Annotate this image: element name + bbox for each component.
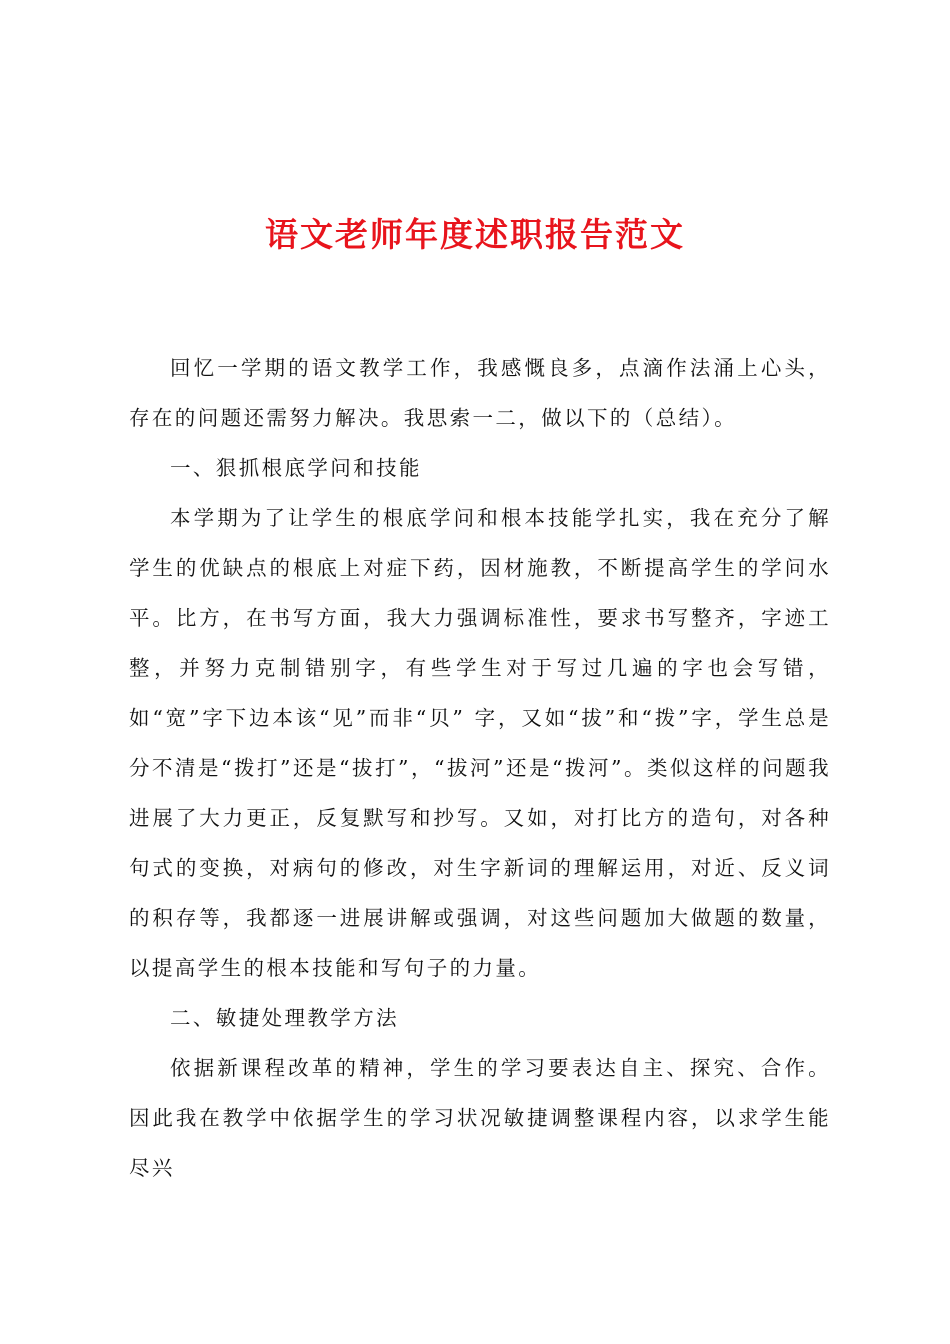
- document-body: [129, 343, 831, 1193]
- document-title: 语文老师年度述职报告范文: [265, 215, 685, 254]
- section-heading-2: 二、敏捷处理教学方法: [170, 1006, 399, 1030]
- paragraph-basics: 本学期为了让学生的根底学问和根本技能学扎实，我在充分了解学生的优缺点的根底上对症下药，因材施教，不断提高学生的学问水平。比方，在书写方面，我大力强调标准性，要求书写整齐，字迹工整，并努力克制错别字，有些学生对于写过几遍的字也会写错，如“宽”字下边本该“见”而非“贝” 字，又如“拔”和“拨”字，学生总是分不清是“拨打”还是“拔打”，“拔河”还是“拨河”。类似这样的问题我进展了大力更正，反复默写和抄写。又如，对打比方的造句，对各种句式的变换，对病句的修改，对生字新词的理解运用，对近、反义词的积存等，我都逐一进展讲解或强调，对这些问题加大做题的数量，以提高学生的根本技能和写句子的力量。: [129, 506, 831, 980]
- paragraph-intro: 回忆一学期的语文教学工作，我感慨良多，点滴作法涌上心头，存在的问题还需努力解决。我思索一二，做以下的（总结）。: [129, 356, 831, 430]
- section-heading-1: 一、狠抓根底学问和技能: [170, 456, 422, 480]
- paragraph-methods: 依据新课程改革的精神，学生的学习要表达自主、探究、合作。因此我在教学中依据学生的学习状况敏捷调整课程内容，以求学生能尽兴: [129, 1056, 831, 1180]
